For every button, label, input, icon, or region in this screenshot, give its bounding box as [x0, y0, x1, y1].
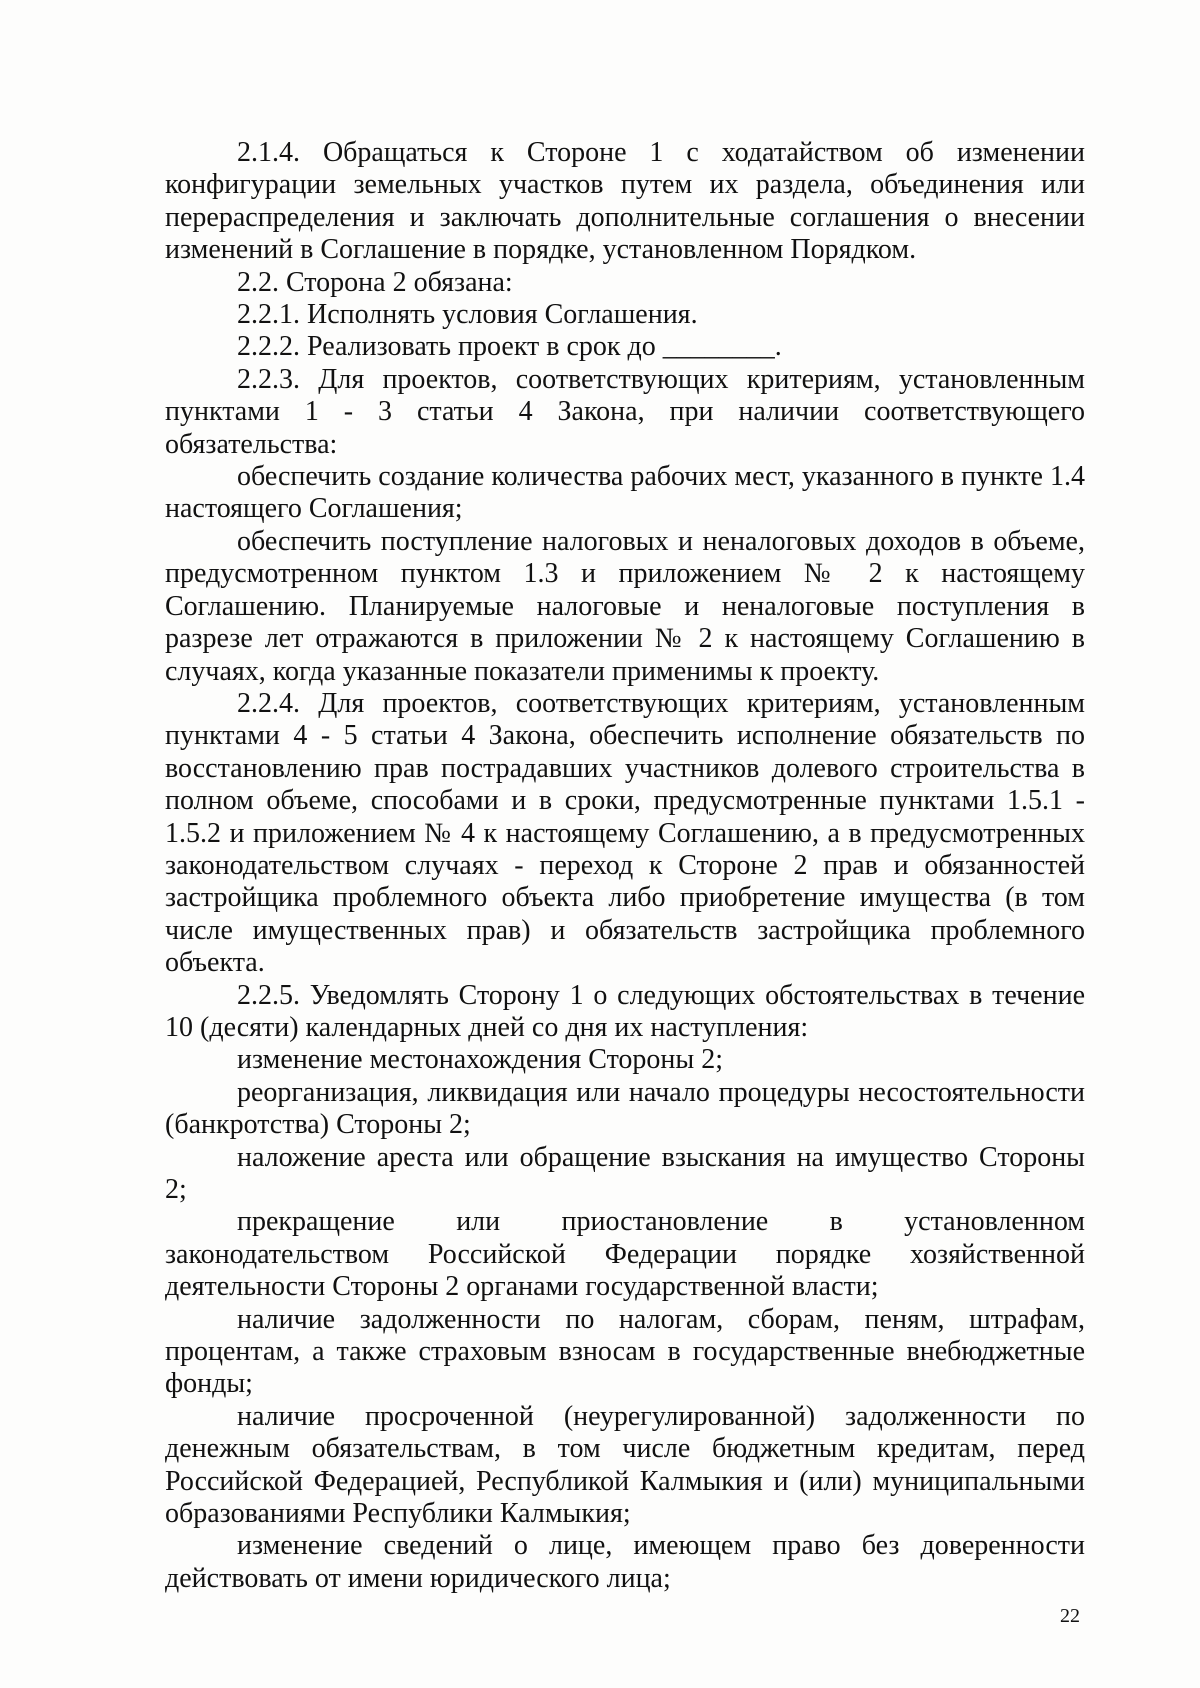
paragraph-2-2-1: 2.2.1. Исполнять условия Соглашения. — [237, 299, 698, 331]
paragraph-2-1-4: 2.1.4. Обращаться к Стороне 1 с ходатайством об изменении конфигурации земельных участков путем их раздела, объединения или перераспределения и заключать дополнительные соглашения о внесении изменений в Соглашение в порядке, установленном Порядком. — [165, 137, 1085, 266]
document-body — [165, 137, 1085, 1595]
paragraph-jobs-obligation: обеспечить создание количества рабочих мест, указанного в пункте 1.4 настоящего Соглашения; — [165, 461, 1085, 525]
list-item-suspension: прекращение или приостановление в установленном законодательством Российской Федерации порядке хозяйственной деятельности Стороны 2 органами государственной власти; — [165, 1206, 1085, 1303]
list-item-reorganization: реорганизация, ликвидация или начало процедуры несостоятельности (банкротства) Стороны 2; — [165, 1076, 1085, 1141]
paragraph-2-2: 2.2. Сторона 2 обязана: — [237, 266, 513, 298]
paragraph-revenue-obligation: обеспечить поступление налоговых и неналоговых доходов в объеме, предусмотренном пунктом 1.3 и приложением № 2 к настоящему Соглашению. Планируемые налоговые и неналоговые поступления в разрезе лет отражаются в приложении № 2 к настоящему Соглашению в случаях, когда указанные показатели применимы к проекту. — [165, 525, 1085, 687]
list-item-overdue-debt: наличие просроченной (неурегулированной) задолженности по денежным обязательствам, в том числе бюджетным кредитам, перед Российской Федерацией, Республикой Калмыкия и (или) муниципальными образованиями Республики Калмыкия; — [165, 1400, 1085, 1530]
page-number: 22 — [1060, 1605, 1080, 1627]
paragraph-2-2-3: 2.2.3. Для проектов, соответствующих критериям, установленным пунктами 1 - 3 статьи 4 Закона, при наличии соответствующего обязательства: — [165, 363, 1085, 460]
list-item-location-change: изменение местонахождения Стороны 2; — [237, 1044, 724, 1076]
list-item-tax-debt: наличие задолженности по налогам, сборам, пеням, штрафам, процентам, а также страховым взносам в государственные внебюджетные фонды; — [165, 1303, 1085, 1400]
paragraph-2-2-4: 2.2.4. Для проектов, соответствующих критериям, установленным пунктами 4 - 5 статьи 4 Закона, обеспечить исполнение обязательств по восстановлению прав пострадавших участников долевого строительства в полном объеме, способами и в сроки, предусмотренные пунктами 1.5.1 - 1.5.2 и приложением № 4 к настоящему Соглашению, а в предусмотренных законодательством случаях - переход к Стороне 2 прав и обязанностей застройщика проблемного объекта либо приобретение имущества (в том числе имущественных прав) и обязательств застройщика проблемного объекта. — [165, 687, 1085, 979]
paragraph-2-2-2: 2.2.2. Реализовать проект в срок до ________. — [237, 331, 782, 363]
paragraph-2-2-5: 2.2.5. Уведомлять Сторону 1 о следующих обстоятельствах в течение 10 (десяти) календарных дней со дня их наступления: — [165, 979, 1085, 1043]
list-item-arrest: наложение ареста или обращение взыскания на имущество Стороны 2; — [165, 1141, 1085, 1205]
list-item-representative-change: изменение сведений о лице, имеющем право без доверенности действовать от имени юридического лица; — [165, 1530, 1085, 1594]
